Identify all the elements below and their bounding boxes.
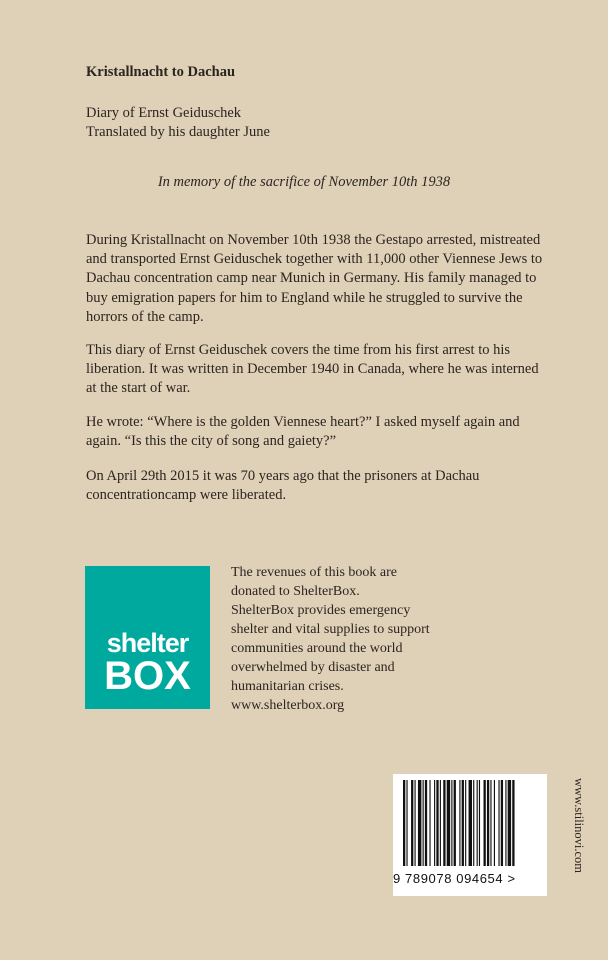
barcode-bar <box>494 780 495 866</box>
publisher-website: www.stilinovi.com <box>572 778 586 874</box>
barcode-bar <box>454 780 456 866</box>
memorial-line: In memory of the sacrifice of November 10th 1938 <box>157 174 451 190</box>
subtitle-author: Diary of Ernst Geiduschek <box>86 105 242 121</box>
barcode-bar <box>443 780 445 866</box>
barcode-bar <box>411 780 413 866</box>
barcode-bar <box>487 780 489 866</box>
barcode-bar <box>462 780 464 866</box>
description-paragraph-2: This diary of Ernst Geiduschek covers the time from his first arrest to his liberation. It was written in December 1940 in Canada, where he was interned at the start of war. <box>86 342 539 397</box>
barcode-bar <box>473 780 474 866</box>
charity-note <box>231 563 481 715</box>
barcode-bars <box>393 774 547 874</box>
barcode-bar <box>447 780 450 866</box>
barcode-bar <box>469 780 472 866</box>
logo-shelter-text: shelter <box>106 628 189 658</box>
barcode-bar <box>484 780 486 866</box>
barcode-bar <box>490 780 491 866</box>
description-paragraph-3: He wrote: “Where is the golden Viennese heart?” I asked myself again and again. “Is this the city of song and gaiety?” <box>86 414 520 450</box>
barcode-bar <box>501 780 503 866</box>
book-title: Kristallnacht to Dachau <box>86 64 236 80</box>
charity-line: communities around the world <box>231 641 403 656</box>
barcode-bar <box>508 780 511 866</box>
barcode-bar <box>425 780 427 866</box>
charity-line: ShelterBox provides emergency <box>231 603 411 618</box>
barcode-bar <box>498 780 499 866</box>
isbn-digits: 9 789078 094654 <box>393 871 504 886</box>
charity-line: The revenues of this book are <box>231 565 397 580</box>
charity-line: overwhelmed by disaster and <box>231 660 395 675</box>
barcode-bar <box>423 780 424 866</box>
barcode-bar <box>434 780 435 866</box>
charity-line: humanitarian crises. <box>231 679 344 694</box>
subtitle-translator: Translated by his daughter June <box>86 124 270 140</box>
isbn-barcode <box>393 774 547 896</box>
description-paragraph-1: During Kristallnacht on November 10th 1938 the Gestapo arrested, mistreated and transported Ernst Geiduschek together with 11,000 other Viennese Jews to Dachau concentration camp near Munich in Germany. His family managed to buy emigration papers for him to England while he struggled to survive the horrors of the camp. <box>86 232 543 325</box>
barcode-bar <box>418 780 421 866</box>
logo-box-text: BOX <box>104 654 191 698</box>
barcode-bar <box>479 780 480 866</box>
charity-line: shelter and vital supplies to support <box>231 622 430 637</box>
book-subtitle <box>86 104 270 142</box>
barcode-bar <box>459 780 460 866</box>
charity-url: www.shelterbox.org <box>231 698 345 713</box>
shelterbox-logo <box>85 566 210 709</box>
barcode-bar <box>465 780 466 866</box>
barcode-bar <box>451 780 452 866</box>
barcode-bar <box>477 780 478 866</box>
barcode-bar <box>415 780 416 866</box>
barcode-bar <box>436 780 438 866</box>
description-paragraph-4: On April 29th 2015 it was 70 years ago that the prisoners at Dachau concentrationcamp were liberated. <box>86 468 480 504</box>
isbn-number <box>393 871 547 886</box>
isbn-arrow: > <box>507 871 516 886</box>
barcode-bar <box>406 780 407 866</box>
charity-line: donated to ShelterBox. <box>231 584 360 599</box>
barcode-bar <box>440 780 441 866</box>
barcode-bar <box>403 780 405 866</box>
barcode-bar <box>429 780 430 866</box>
barcode-bar <box>512 780 514 866</box>
barcode-bar <box>505 780 506 866</box>
